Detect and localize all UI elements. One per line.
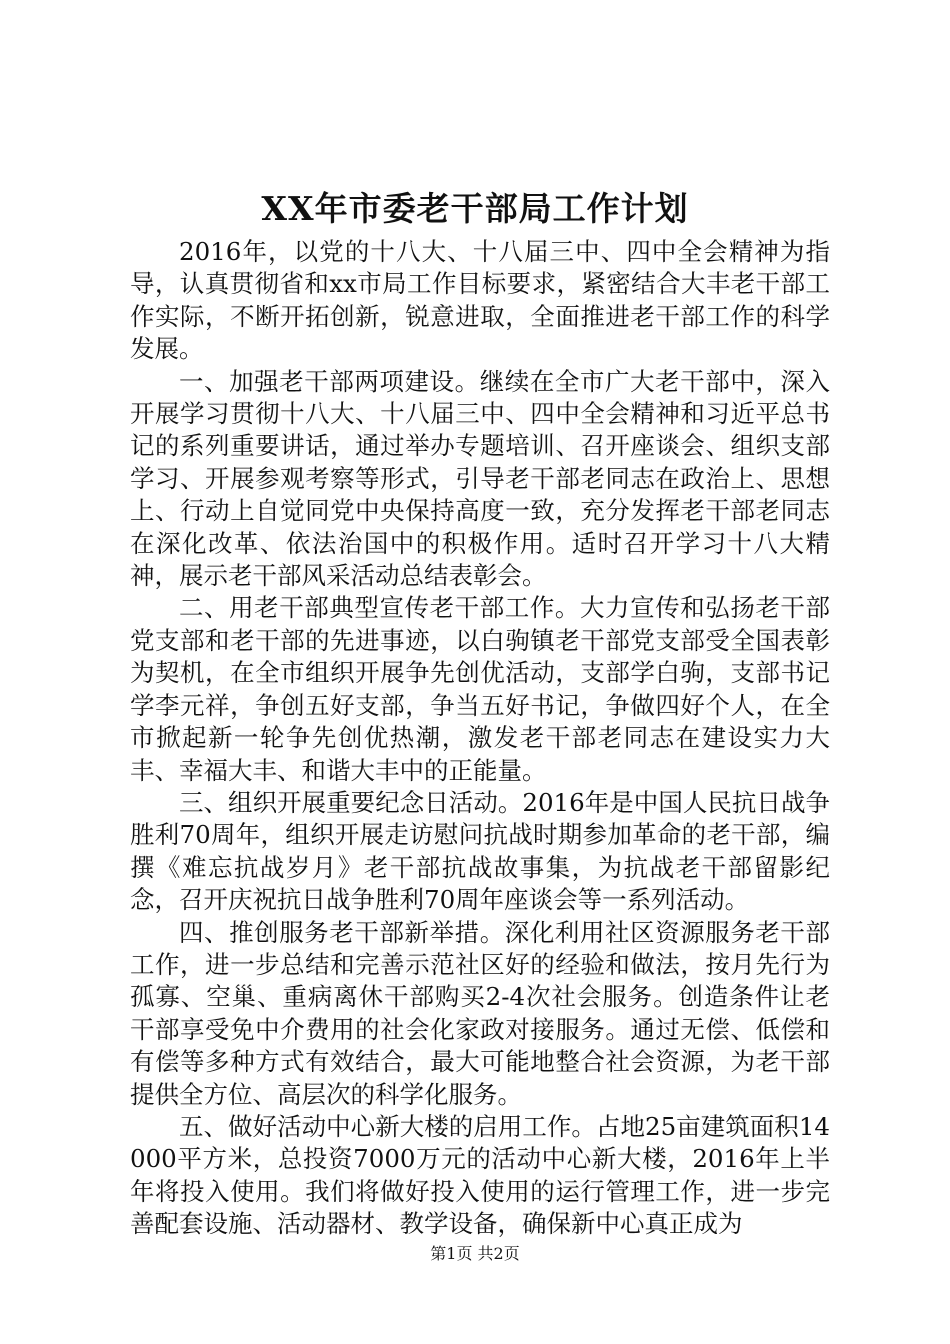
paragraph-item-4: 四、推创服务老干部新举措。深化利用社区资源服务老干部工作，进一步总结和完善示范社区好的经验和做法，按月先行为孤寡、空巢、重病离休干部购买2-4次社会服务。创造条件让老干部享受免中介费用的社会化家政对接服务。通过无偿、低偿和有偿等多种方式有效结合，最大可能地整合社会资源，为老干部提供全方位、高层次的科学化服务。 xyxy=(130,917,830,1109)
document-body xyxy=(130,236,830,1241)
paragraph-item-2: 二、用老干部典型宣传老干部工作。大力宣传和弘扬老干部党支部和老干部的先进事迹，以白驹镇老干部党支部受全国表彰为契机，在全市组织开展争先创优活动，支部学白驹，支部书记学李元祥，争创五好支部，争当五好书记，争做四好个人，在全市掀起新一轮争先创优热潮，激发老干部老同志在建设实力大丰、幸福大丰、和谐大丰中的正能量。 xyxy=(130,593,830,785)
paragraph-item-3: 三、组织开展重要纪念日活动。2016年是中国人民抗日战争胜利70周年，组织开展走访慰问抗战时期参加革命的老干部，编撰《难忘抗战岁月》老干部抗战故事集，为抗战老干部留影纪念，召开庆祝抗日战争胜利70周年座谈会等一系列活动。 xyxy=(130,787,830,915)
paragraph-item-5: 五、做好活动中心新大楼的启用工作。占地25亩建筑面积14000平方米，总投资7000万元的活动中心新大楼，2016年上半年将投入使用。我们将做好投入使用的运行管理工作，进一步完善配套设施、活动器材、教学设备，确保新中心真正成为 xyxy=(130,1111,830,1239)
paragraph-intro: 2016年，以党的十八大、十八届三中、四中全会精神为指导，认真贯彻省和xx市局工作目标要求，紧密结合大丰老干部工作实际，不断开拓创新，锐意进取，全面推进老干部工作的科学发展。 xyxy=(130,237,830,364)
paragraph-item-1: 一、加强老干部两项建设。继续在全市广大老干部中，深入开展学习贯彻十八大、十八届三中、四中全会精神和习近平总书记的系列重要讲话，通过举办专题培训、召开座谈会、组织支部学习、开展参观考察等形式，引导老干部老同志在政治上、思想上、行动上自觉同党中央保持高度一致，充分发挥老干部老同志在深化改革、依法治国中的积极作用。适时召开学习十八大精神，展示老干部风采活动总结表彰会。 xyxy=(130,366,830,591)
page-number-footer: 第1页 共2页 xyxy=(430,1244,520,1263)
document-title: XX年市委老干部局工作计划 xyxy=(261,189,689,228)
